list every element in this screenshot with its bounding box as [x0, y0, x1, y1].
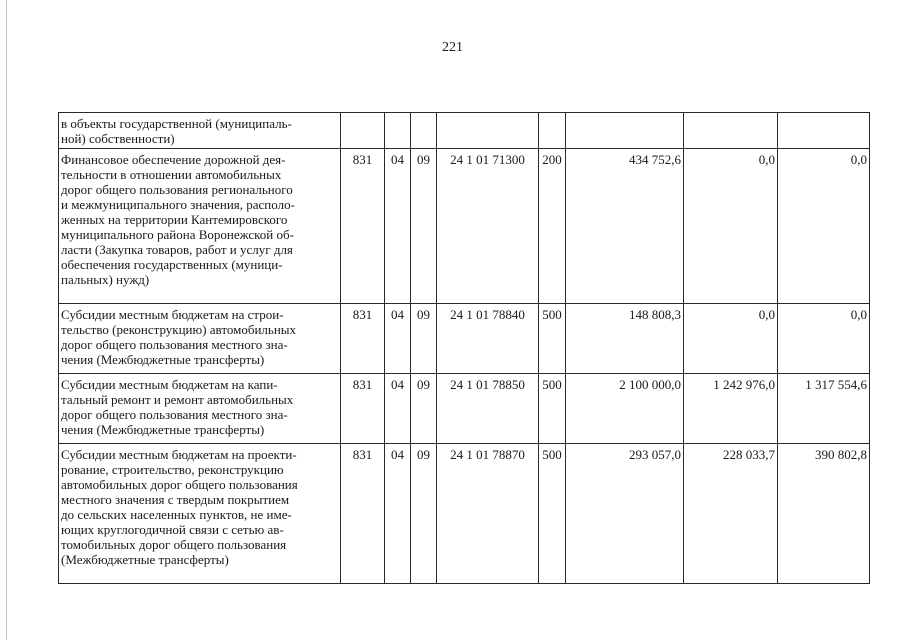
table-row: [59, 374, 870, 444]
target-article-cell: 24 1 01 71300: [437, 149, 539, 304]
subsection-cell: 09: [411, 374, 437, 444]
page-left-edge: [6, 0, 7, 640]
description-cell: Субсидии местным бюджетам на капи- тальный ремонт и ремонт автомобильных дорог общего пользования местного зна- чения (Межбюджетные трансферты): [59, 374, 341, 444]
description-cell: в объекты государственной (муниципаль- ной) собственности): [59, 113, 341, 149]
description-cell: Субсидии местным бюджетам на проекти- рование, строительство, реконструкцию автомобильных дорог общего пользования местного значения с твердым покрытием до сельских населенных пунктов, не име- ющих круглогодичной связи с сетью ав- томобильных дорог общего пользования (Межбюджетные трансферты): [59, 444, 341, 584]
amount-year1-cell: [566, 113, 684, 149]
target-article-cell: 24 1 01 78870: [437, 444, 539, 584]
grbs-cell: 831: [341, 444, 385, 584]
expense-type-cell: [539, 113, 566, 149]
expense-type-cell: 500: [539, 374, 566, 444]
grbs-cell: 831: [341, 304, 385, 374]
expense-type-cell: 200: [539, 149, 566, 304]
amount-year2-cell: 0,0: [684, 304, 778, 374]
budget-table: [58, 112, 870, 584]
grbs-cell: 831: [341, 149, 385, 304]
grbs-cell: [341, 113, 385, 149]
table-row: [59, 149, 870, 304]
target-article-cell: [437, 113, 539, 149]
amount-year2-cell: 0,0: [684, 149, 778, 304]
amount-year1-cell: 434 752,6: [566, 149, 684, 304]
amount-year3-cell: 1 317 554,6: [778, 374, 870, 444]
section-cell: 04: [385, 444, 411, 584]
budget-table-body: [59, 113, 870, 584]
amount-year1-cell: 293 057,0: [566, 444, 684, 584]
amount-year3-cell: 0,0: [778, 304, 870, 374]
subsection-cell: 09: [411, 304, 437, 374]
grbs-cell: 831: [341, 374, 385, 444]
amount-year3-cell: 390 802,8: [778, 444, 870, 584]
table-row: [59, 444, 870, 584]
description-cell: Финансовое обеспечение дорожной дея- тельности в отношении автомобильных дорог общего пользования регионального и межмуниципального значения, располо- женных на территории Кантемировского муниципального района Воронежской об- ласти (Закупка товаров, работ и услуг для обеспечения государственных (муници- пальных) нужд): [59, 149, 341, 304]
expense-type-cell: 500: [539, 304, 566, 374]
amount-year3-cell: 0,0: [778, 149, 870, 304]
target-article-cell: 24 1 01 78850: [437, 374, 539, 444]
amount-year2-cell: [684, 113, 778, 149]
table-row: [59, 113, 870, 149]
amount-year2-cell: 1 242 976,0: [684, 374, 778, 444]
amount-year2-cell: 228 033,7: [684, 444, 778, 584]
description-cell: Субсидии местным бюджетам на строи- тельство (реконструкцию) автомобильных дорог общего пользования местного зна- чения (Межбюджетные трансферты): [59, 304, 341, 374]
target-article-cell: 24 1 01 78840: [437, 304, 539, 374]
page-number: 221: [442, 40, 463, 55]
section-cell: 04: [385, 374, 411, 444]
amount-year3-cell: [778, 113, 870, 149]
section-cell: [385, 113, 411, 149]
subsection-cell: 09: [411, 149, 437, 304]
amount-year1-cell: 2 100 000,0: [566, 374, 684, 444]
amount-year1-cell: 148 808,3: [566, 304, 684, 374]
subsection-cell: 09: [411, 444, 437, 584]
section-cell: 04: [385, 304, 411, 374]
subsection-cell: [411, 113, 437, 149]
table-row: [59, 304, 870, 374]
expense-type-cell: 500: [539, 444, 566, 584]
section-cell: 04: [385, 149, 411, 304]
